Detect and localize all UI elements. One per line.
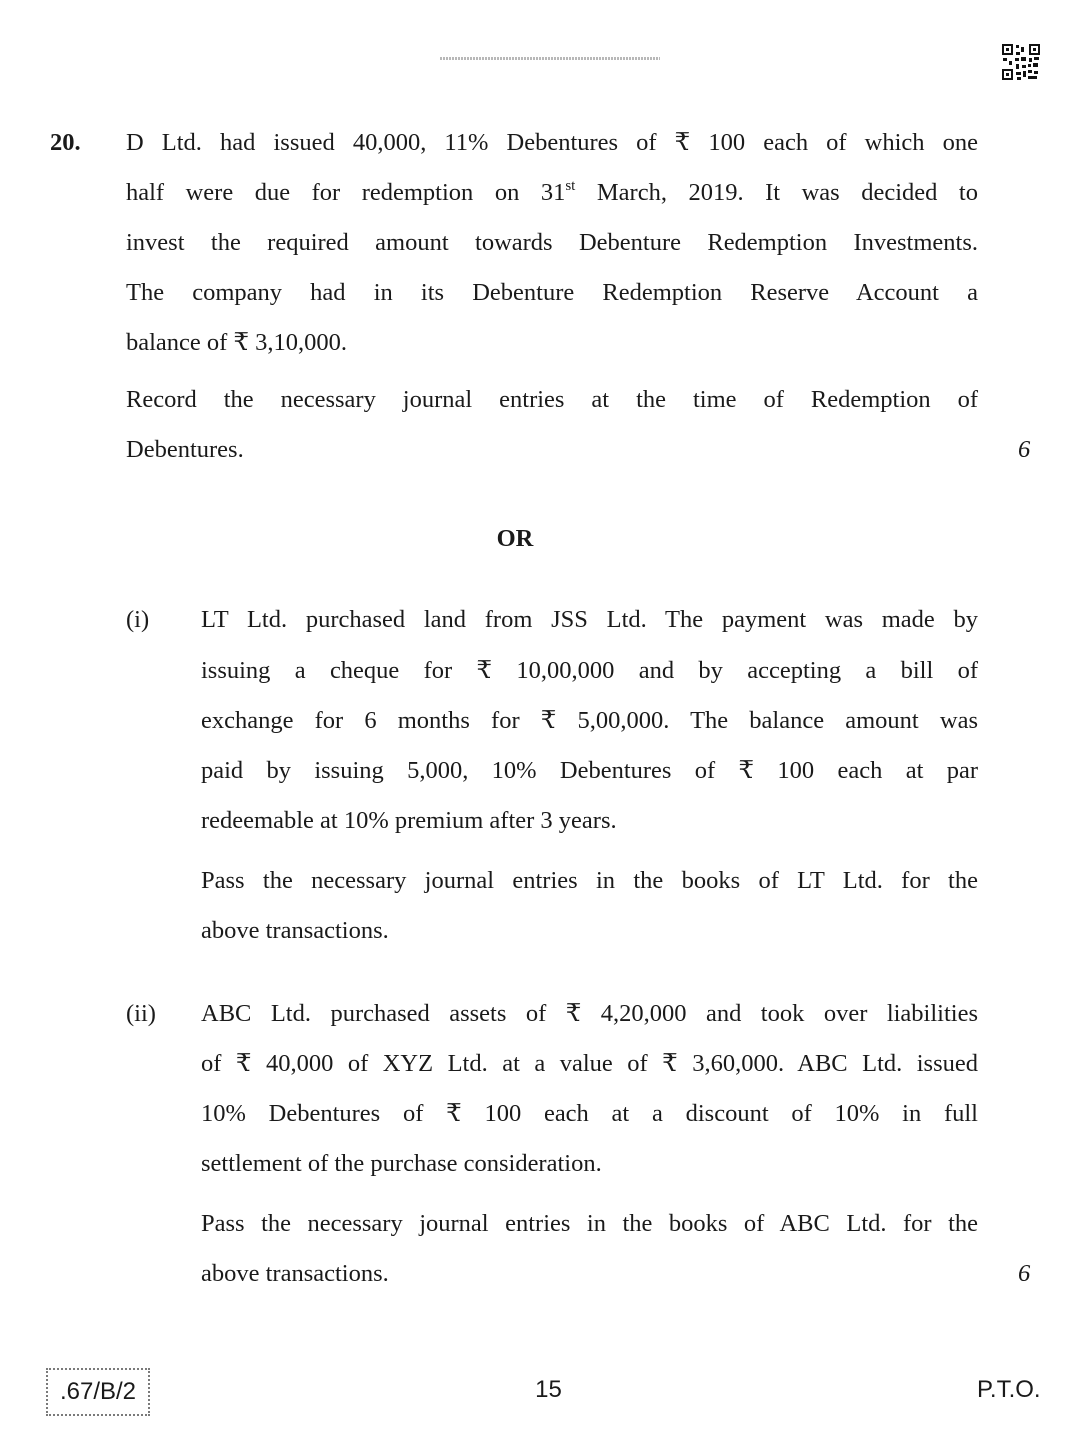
paper-code: .67/B/2 xyxy=(46,1368,150,1416)
header-barcode-strip xyxy=(440,57,660,60)
part-i-line-3: exchange for 6 months for ₹ 5,00,000. The balance amount was xyxy=(201,707,978,734)
part-i-line-5: redeemable at 10% premium after 3 years. xyxy=(201,807,617,834)
part-ii-line-2: of ₹ 40,000 of XYZ Ltd. at a value of ₹ 3,60,000. ABC Ltd. issued xyxy=(201,1050,978,1077)
part-ii-line-4: settlement of the purchase consideration. xyxy=(201,1150,602,1177)
question-instruction-line-2: Debentures. xyxy=(126,436,244,463)
question-number: 20. xyxy=(50,129,81,156)
question-text-line-3: invest the required amount towards Debenture Redemption Investments. xyxy=(126,229,978,256)
part-i-instruction-line-2: above transactions. xyxy=(201,917,389,944)
question-text-line-1: D Ltd. had issued 40,000, 11% Debentures of ₹ 100 each of which one xyxy=(126,129,978,156)
part-i-line-1: LT Ltd. purchased land from JSS Ltd. The payment was made by xyxy=(201,606,978,633)
question-text-line-4: The company had in its Debenture Redemption Reserve Account a xyxy=(126,279,978,306)
part-ii-instruction-line-2: above transactions. xyxy=(201,1260,389,1287)
part-i-instruction-line-1: Pass the necessary journal entries in the books of LT Ltd. for the xyxy=(201,867,978,894)
qr-code-icon xyxy=(1002,44,1040,80)
part-ii-marks: 6 xyxy=(1018,1260,1031,1287)
question-instruction-line-1: Record the necessary journal entries at the time of Redemption of xyxy=(126,386,978,413)
part-i-line-4: paid by issuing 5,000, 10% Debentures of ₹ 100 each at par xyxy=(201,757,978,784)
question-marks: 6 xyxy=(1018,436,1031,463)
part-ii-line-3: 10% Debentures of ₹ 100 each at a discount of 10% in full xyxy=(201,1100,978,1127)
superscript-st: st xyxy=(565,178,576,194)
part-ii-line-1: ABC Ltd. purchased assets of ₹ 4,20,000 and took over liabilities xyxy=(201,1000,978,1027)
part-i-label: (i) xyxy=(126,606,150,633)
pto-label: P.T.O. xyxy=(977,1376,1041,1403)
question-text-line-2: half were due for redemption on 31st March, 2019. It was decided to xyxy=(126,178,978,206)
or-heading: OR xyxy=(496,525,534,552)
part-i-line-2: issuing a cheque for ₹ 10,00,000 and by accepting a bill of xyxy=(201,657,978,684)
part-ii-instruction-line-1: Pass the necessary journal entries in the books of ABC Ltd. for the xyxy=(201,1210,978,1237)
page-number: 15 xyxy=(535,1376,562,1403)
question-text-line-5: balance of ₹ 3,10,000. xyxy=(126,329,348,356)
part-ii-label: (ii) xyxy=(126,1000,156,1027)
